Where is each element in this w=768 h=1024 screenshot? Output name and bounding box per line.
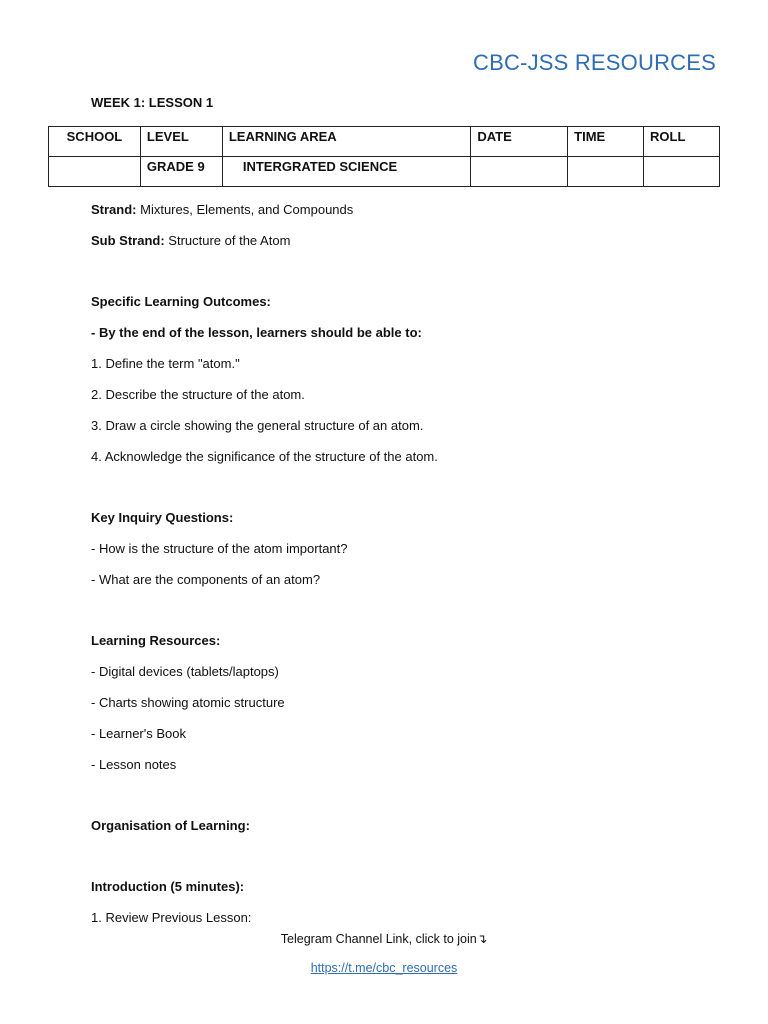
- table-header-row: [49, 127, 720, 157]
- list-item: - Learner's Book: [91, 726, 186, 741]
- footer-telegram-text: [0, 931, 768, 946]
- cell-level: GRADE 9: [140, 157, 222, 187]
- header-roll: ROLL: [644, 127, 720, 157]
- lesson-info-table: [48, 126, 720, 187]
- cell-roll: [644, 157, 720, 187]
- table-row: [49, 157, 720, 187]
- header-school: SCHOOL: [49, 127, 141, 157]
- footer-link-row: [0, 961, 768, 975]
- cell-date: [471, 157, 568, 187]
- list-item: - Charts showing atomic structure: [91, 695, 285, 710]
- resources-heading: Learning Resources:: [91, 633, 221, 648]
- brand-title: CBC-JSS RESOURCES: [473, 50, 716, 75]
- organisation-heading: Organisation of Learning:: [91, 818, 250, 833]
- introduction-heading: Introduction (5 minutes):: [91, 879, 245, 894]
- outcomes-heading: Specific Learning Outcomes:: [91, 294, 271, 309]
- list-item: 1. Review Previous Lesson:: [91, 910, 252, 925]
- strand-label: Strand:: [91, 202, 137, 217]
- list-item: 2. Describe the structure of the atom.: [91, 387, 305, 402]
- list-item: - How is the structure of the atom important?: [91, 541, 348, 556]
- telegram-link[interactable]: https://t.me/cbc_resources: [310, 961, 458, 975]
- cell-school: [49, 157, 141, 187]
- header-date: DATE: [471, 127, 568, 157]
- week-lesson-heading: WEEK 1: LESSON 1: [91, 95, 214, 110]
- sub-strand-value: Structure of the Atom: [164, 233, 291, 248]
- footer-label: Telegram Channel Link, click to join: [280, 932, 477, 946]
- strand-line: [91, 201, 711, 232]
- outcomes-intro: - By the end of the lesson, learners should be able to:: [91, 325, 422, 340]
- arrow-icon: ↴: [476, 932, 488, 946]
- list-item: - What are the components of an atom?: [91, 572, 321, 587]
- list-item: - Lesson notes: [91, 757, 177, 772]
- sub-strand-line: [91, 232, 711, 263]
- list-item: 3. Draw a circle showing the general structure of an atom.: [91, 418, 424, 433]
- header-level: LEVEL: [140, 127, 222, 157]
- header-learning-area: LEARNING AREA: [222, 127, 471, 157]
- strand-value: Mixtures, Elements, and Compounds: [136, 202, 354, 217]
- lesson-body: [91, 201, 711, 940]
- cell-time: [568, 157, 644, 187]
- list-item: 4. Acknowledge the significance of the structure of the atom.: [91, 449, 438, 464]
- inquiry-heading: Key Inquiry Questions:: [91, 510, 234, 525]
- cell-learning-area: INTERGRATED SCIENCE: [222, 157, 471, 187]
- list-item: - Digital devices (tablets/laptops): [91, 664, 279, 679]
- header-time: TIME: [568, 127, 644, 157]
- list-item: 1. Define the term "atom.": [91, 356, 240, 371]
- sub-strand-label: Sub Strand:: [91, 233, 165, 248]
